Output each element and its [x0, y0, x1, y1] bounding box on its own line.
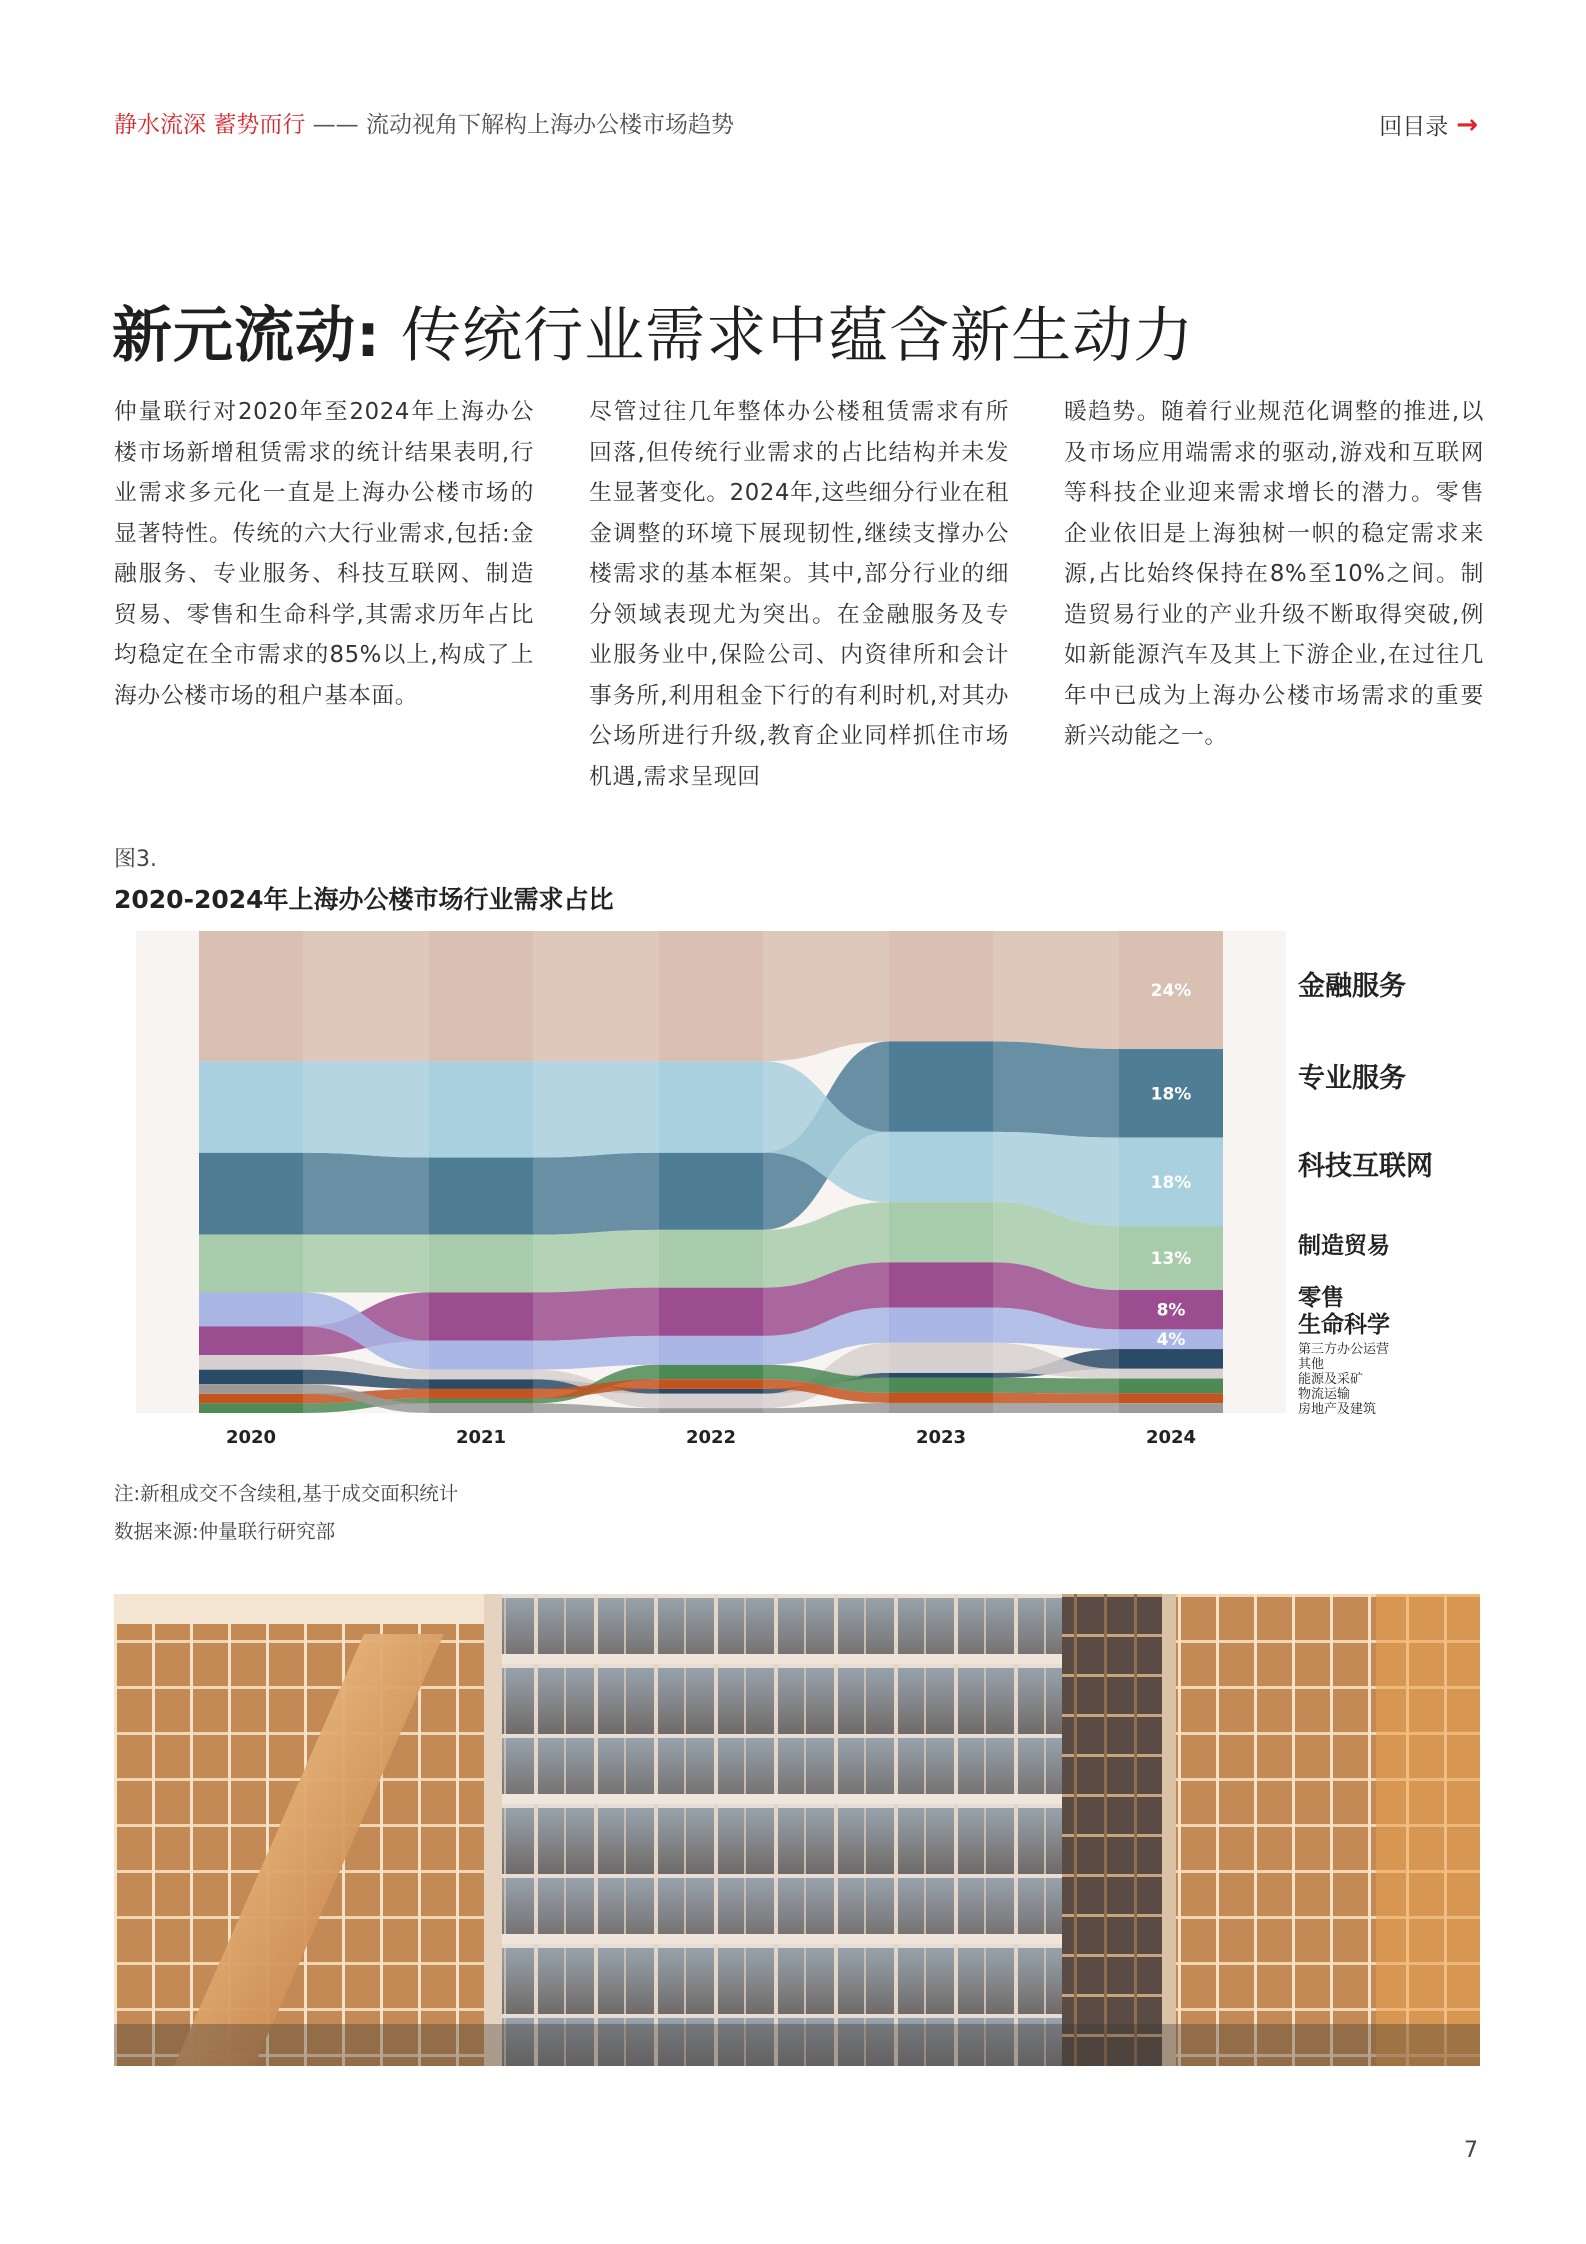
chart-source: 数据来源:仲量联行研究部 — [114, 1520, 336, 1543]
legend-2: 专业服务 — [1298, 1063, 1406, 1094]
office-building-photo — [114, 1594, 1480, 2066]
bar-8-2020 — [199, 1355, 303, 1369]
bar-3-2022 — [659, 1061, 763, 1153]
data-label-1: 24% — [1150, 981, 1192, 1002]
bar-9-2021 — [429, 1399, 533, 1404]
bar-9-2022 — [659, 1365, 763, 1379]
x-tick-2020: 2020 — [225, 1427, 277, 1448]
x-tick-2024: 2024 — [1145, 1427, 1197, 1448]
bar-11-2023 — [889, 1403, 993, 1413]
legend-5: 零售 — [1298, 1285, 1344, 1311]
bar-11-2022 — [659, 1408, 763, 1413]
brand-phrase-2: 蓄势而行 — [213, 112, 306, 138]
bar-7-2023 — [889, 1373, 993, 1378]
bar-7-2024 — [1119, 1349, 1223, 1369]
bar-1-2021 — [429, 931, 533, 1061]
flow-4-2 — [533, 1230, 659, 1293]
page-title — [112, 296, 1194, 376]
bar-1-2022 — [659, 931, 763, 1061]
chart-note: 注:新租成交不含续租,基于成交面积统计 — [114, 1482, 459, 1505]
data-label-4: 13% — [1150, 1249, 1192, 1270]
bar-6-2021 — [429, 1341, 533, 1370]
flow-11-4 — [993, 1403, 1119, 1413]
bar-11-2020 — [199, 1384, 303, 1394]
bar-10-2021 — [429, 1389, 533, 1399]
flow-1-3 — [763, 931, 889, 1061]
legend-6: 生命科学 — [1298, 1312, 1390, 1338]
back-to-contents-label[interactable]: 回目录 — [1379, 114, 1449, 140]
figure-title: 2020-2024年上海办公楼市场行业需求占比 — [114, 885, 614, 914]
bar-4-2020 — [199, 1235, 303, 1293]
x-tick-2021: 2021 — [455, 1427, 507, 1448]
flow-1-4 — [993, 931, 1119, 1049]
bar-4-2021 — [429, 1235, 533, 1293]
bar-9-2024 — [1119, 1379, 1223, 1394]
body-column-1: 仲量联行对2020年至2024年上海办公楼市场新增租赁需求的统计结果表明,行业需求多元化一直是上海办公楼市场的显著特性。传统的六大行业需求,包括:金融服务、专业服务、科技互联网、制造贸易、零售和生命科学,其需求历年占比均稳定在全市需求的85%以上,构成了上海办公楼市场的租户基本面。 — [114, 399, 534, 709]
data-label-5: 8% — [1156, 1300, 1186, 1321]
legend-3: 科技互联网 — [1298, 1151, 1433, 1182]
building-facade-image — [114, 1594, 1480, 2066]
bar-9-2020 — [199, 1403, 303, 1413]
bar-8-2021 — [429, 1370, 533, 1380]
bar-3-2020 — [199, 1061, 303, 1153]
bar-8-2023 — [889, 1343, 993, 1373]
legend-7: 第三方办公运营 — [1298, 1342, 1390, 1357]
flow-6-2 — [533, 1336, 659, 1370]
x-tick-2023: 2023 — [915, 1427, 967, 1448]
chart-svg — [114, 925, 1486, 1465]
title-rest: 传统行业需求中蕴含新生动力 — [381, 301, 1195, 371]
body-column-3: 暖趋势。随着行业规范化调整的推进,以及市场应用端需求的驱动,游戏和互联网等科技企业迎来需求增长的潜力。零售企业依旧是上海独树一帜的稳定需求来源,占比始终保持在8%至10%之间。制造贸易行业的产业升级不断取得突破,例如新能源汽车及其上下游企业,在过往几年中已成为上海办公楼市场需求的重要新兴动能之一。 — [1064, 399, 1484, 749]
legend-8: 其他 — [1298, 1357, 1325, 1372]
bar-6-2023 — [889, 1308, 993, 1343]
bar-9-2023 — [889, 1378, 993, 1393]
bar-5-2023 — [889, 1262, 993, 1307]
bar-11-2021 — [429, 1403, 533, 1413]
body-column-2: 尽管过往几年整体办公楼租赁需求有所回落,但传统行业需求的占比结构并未发生显著变化。2024年,这些细分行业在租金调整的环境下展现韧性,继续支撑办公楼需求的基本框架。其中,部分行业的细分领域表现尤为突出。在金融服务及专业服务业中,保险公司、内资律所和会计事务所,利用租金下行的有利时机,对其办公场所进行升级,教育企业同样抓住市场机遇,需求呈现回 — [589, 399, 1009, 790]
bar-5-2022 — [659, 1288, 763, 1336]
flow-3-1 — [303, 1061, 429, 1157]
bar-7-2022 — [659, 1389, 763, 1394]
flow-5-2 — [533, 1288, 659, 1341]
flow-2-4 — [993, 1041, 1119, 1137]
series-1 — [199, 931, 1223, 1061]
flow-2-1 — [303, 1153, 429, 1235]
legend-4: 制造贸易 — [1298, 1233, 1390, 1259]
bar-4-2023 — [889, 1202, 993, 1262]
bar-10-2020 — [199, 1394, 303, 1404]
title-bold: 新元流动: — [112, 301, 381, 371]
legend-11: 房地产及建筑 — [1298, 1402, 1377, 1417]
bar-2-2020 — [199, 1153, 303, 1235]
bar-8-2022 — [659, 1394, 763, 1408]
bar-7-2020 — [199, 1370, 303, 1384]
bar-5-2021 — [429, 1293, 533, 1341]
bar-7-2021 — [429, 1379, 533, 1389]
flow-9-4 — [993, 1378, 1119, 1393]
bar-3-2023 — [889, 1132, 993, 1202]
bar-5-2020 — [199, 1326, 303, 1355]
flow-2-2 — [533, 1153, 659, 1235]
flow-1-1 — [303, 931, 429, 1061]
flow-4-1 — [303, 1235, 429, 1293]
bar-6-2022 — [659, 1336, 763, 1365]
brand-phrase-1: 静水流深 — [114, 112, 206, 138]
legend-10: 物流运输 — [1298, 1387, 1351, 1402]
header-separator: —— — [312, 112, 359, 138]
back-to-contents-link[interactable] — [1379, 108, 1478, 141]
data-label-2: 18% — [1150, 1084, 1192, 1105]
bar-2-2021 — [429, 1158, 533, 1235]
bar-11-2024 — [1119, 1403, 1223, 1413]
flow-10-4 — [993, 1393, 1119, 1403]
bar-1-2023 — [889, 931, 993, 1041]
bar-6-2020 — [199, 1293, 303, 1327]
bar-10-2023 — [889, 1393, 993, 1403]
figure-label: 图3. — [114, 847, 157, 872]
bar-2-2022 — [659, 1153, 763, 1230]
bar-3-2021 — [429, 1061, 533, 1157]
industry-share-chart — [114, 925, 1486, 1465]
x-tick-2022: 2022 — [685, 1427, 737, 1448]
bar-1-2020 — [199, 931, 303, 1061]
bar-4-2022 — [659, 1230, 763, 1288]
arrow-right-icon[interactable]: → — [1456, 109, 1478, 140]
data-label-3: 18% — [1150, 1172, 1192, 1193]
legend-9: 能源及采矿 — [1298, 1372, 1364, 1387]
bar-2-2023 — [889, 1041, 993, 1131]
page-number: 7 — [1464, 2138, 1478, 2163]
data-label-6: 4% — [1156, 1330, 1186, 1351]
bar-10-2024 — [1119, 1393, 1223, 1403]
header-breadcrumb — [114, 110, 734, 140]
flow-1-2 — [533, 931, 659, 1061]
flow-3-2 — [533, 1061, 659, 1157]
bar-8-2024 — [1119, 1369, 1223, 1379]
bar-10-2022 — [659, 1379, 763, 1389]
header-subtitle: 流动视角下解构上海办公楼市场趋势 — [365, 112, 734, 138]
legend-1: 金融服务 — [1298, 971, 1406, 1002]
